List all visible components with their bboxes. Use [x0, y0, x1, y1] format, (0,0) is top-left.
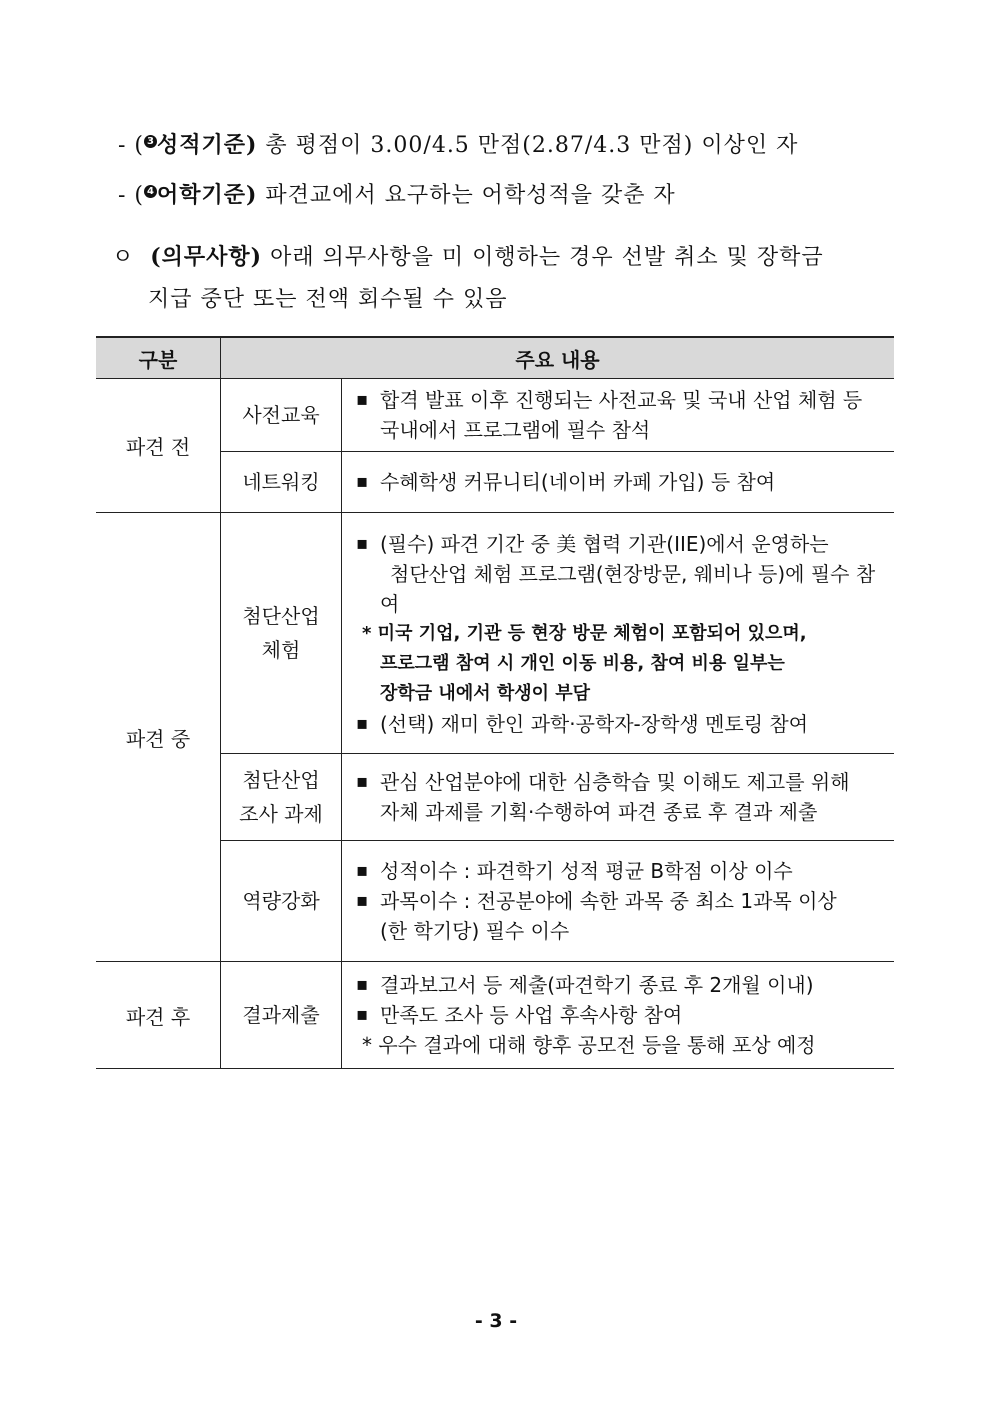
- criteria-language-label: 어학기준): [157, 182, 258, 208]
- obligations-continuation: 지급 중단 또는 전액 회수될 수 있음: [148, 287, 508, 312]
- content-networking: ▪ 수혜학생 커뮤니티(네이버 카페 가입) 등 참여: [342, 452, 895, 513]
- sub-capacity: 역량강화: [221, 841, 342, 962]
- sub-research-task: 첨단산업 조사 과제: [221, 754, 342, 841]
- criteria-grade: - ( 3 성적기준) 총 평점이 3.00/4.5 만점(2.87/4.3 만점) 이상인 자: [118, 132, 799, 158]
- header-category: 구분: [96, 337, 221, 379]
- circle-bullet: ㅇ: [112, 245, 135, 270]
- obligations-table: [96, 336, 894, 1069]
- criteria-language: - ( 4 어학기준) 파견교에서 요구하는 어학성적을 갖춘 자: [118, 182, 676, 208]
- table-row: [96, 513, 894, 754]
- sub-networking: 네트워킹: [221, 452, 342, 513]
- table-row: [96, 379, 894, 452]
- circled-number-4: 4: [144, 185, 157, 198]
- sub-industry-experience: 첨단산업 체험: [221, 513, 342, 754]
- category-during: 파견 중: [96, 513, 221, 962]
- sub-pre-education: 사전교육: [221, 379, 342, 452]
- content-pre-education: ▪ 합격 발표 이후 진행되는 사전교육 및 국내 산업 체험 등 국내에서 프로그램에 필수 참석: [342, 379, 895, 452]
- obligations-heading: ㅇ (의무사항) 아래 의무사항을 미 이행하는 경우 선발 취소 및 장학금: [112, 244, 824, 270]
- content-result-submission: ▪ 결과보고서 등 제출(파견학기 종료 후 2개월 이내) ▪ 만족도 조사 등 사업 후속사항 참여 * 우수 결과에 대해 향후 공모전 등을 통해 포상 예정: [342, 962, 895, 1069]
- content-research-task: ▪ 관심 산업분야에 대한 심층학습 및 이해도 제고를 위해 자체 과제를 기획·수행하여 파견 종료 후 결과 제출: [342, 754, 895, 841]
- content-industry-experience: ▪ (필수) 파견 기간 중 美 협력 기관(IIE)에서 운영하는 첨단산업 체험 프로그램(현장방문, 웨비나 등)에 필수 참여 * 미국 기업, 기관 등 현장 방문 체험이 포함되어 있으며, 프로그램 참여 시 개인 이동 비용, 참여 비용 일부는 장학금 내에서 학생이 부담 ▪ (선택) 재미 한인 과학·공학자-장학생 멘토링 참여: [342, 513, 895, 754]
- category-before: 파견 전: [96, 379, 221, 513]
- header-content: 주요 내용: [221, 337, 895, 379]
- obligations-label: (의무사항): [150, 244, 263, 270]
- category-after: 파견 후: [96, 962, 221, 1069]
- criteria-grade-label: 성적기준): [157, 132, 258, 158]
- circled-number-3: 3: [144, 135, 157, 148]
- content-capacity: ▪ 성적이수 : 파견학기 성적 평균 B학점 이상 이수 ▪ 과목이수 : 전공분야에 속한 과목 중 최소 1과목 이상 (한 학기당) 필수 이수: [342, 841, 895, 962]
- page-number: - 3 -: [474, 1310, 518, 1332]
- table-row: [96, 962, 894, 1069]
- table-header-row: [96, 337, 894, 379]
- sub-result-submission: 결과제출: [221, 962, 342, 1069]
- industry-experience-note: * 미국 기업, 기관 등 현장 방문 체험이 포함되어 있으며, 프로그램 참여 시 개인 이동 비용, 참여 비용 일부는 장학금 내에서 학생이 부담: [362, 623, 807, 704]
